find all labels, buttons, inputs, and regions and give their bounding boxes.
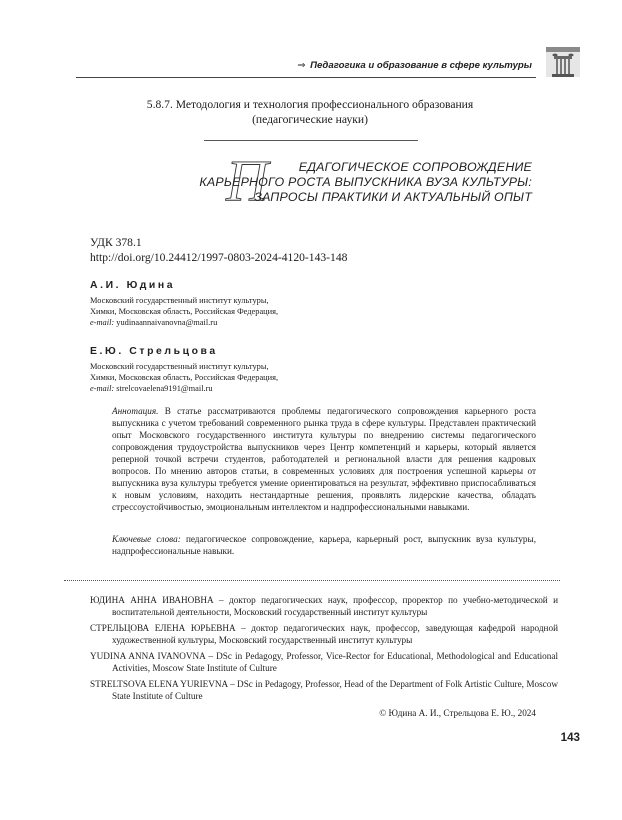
affiliation-line: Московский государственный институт культуры, bbox=[90, 296, 269, 305]
running-head bbox=[240, 60, 532, 71]
drop-cap-letter: П bbox=[226, 150, 268, 206]
column-capital-icon bbox=[546, 47, 580, 77]
author-affiliation bbox=[90, 295, 330, 328]
title-line-2: КАРЬЕРНОГО РОСТА ВЫПУСКНИКА ВУЗА КУЛЬТУРЫ: bbox=[199, 175, 532, 189]
title-divider bbox=[204, 140, 418, 141]
title-line-1: ЕДАГОГИЧЕСКОЕ СОПРОВОЖДЕНИЕ bbox=[298, 160, 532, 174]
author-bio: ЮДИНА АННА ИВАНОВНА – доктор педагогических наук, профессор, проректор по учебно-методической и воспитательной деятельности, Московский государственный институт культуры bbox=[90, 595, 558, 617]
page-number: 143 bbox=[560, 731, 580, 744]
specialty-code bbox=[100, 97, 520, 127]
email-label: e-mail: bbox=[90, 384, 115, 393]
author-bio: СТРЕЛЬЦОВА ЕЛЕНА ЮРЬЕВНА – доктор педагогических наук, профессор, заведующая кафедрой народной художественной культуры, Московский государственный институт культуры bbox=[90, 623, 558, 645]
email-label: e-mail: bbox=[90, 318, 115, 327]
abstract-label: Аннотация. bbox=[112, 406, 159, 416]
author-email[interactable]: yudinaannaivanovna@mail.ru bbox=[116, 318, 218, 327]
author-bio: STRELTSOVA ELENA YURIEVNA – DSc in Pedagogy, Professor, Head of the Department of Folk Artistic Culture, Moscow State Institute of Culture bbox=[90, 679, 558, 701]
affiliation-line: Химки, Московская область, Российская Федерация, bbox=[90, 307, 279, 316]
arrow-icon: ⇒ bbox=[297, 60, 306, 71]
udc-code: УДК 378.1 bbox=[90, 236, 142, 249]
doi-link[interactable]: http://doi.org/10.24412/1997-0803-2024-4120-143-148 bbox=[90, 251, 348, 264]
author-bio: YUDINA ANNA IVANOVNA – DSc in Pedagogy, Professor, Vice-Rector for Educational, Methodological and Educational Activities, Moscow State Institute of Culture bbox=[90, 651, 558, 673]
author-affiliation bbox=[90, 361, 330, 394]
keywords bbox=[112, 533, 536, 557]
article-title bbox=[120, 160, 532, 205]
keywords-label: Ключевые слова: bbox=[112, 534, 181, 544]
copyright: © Юдина А. И., Стрельцова Е. Ю., 2024 bbox=[379, 708, 536, 718]
abstract bbox=[112, 405, 536, 513]
keywords-text: педагогическое сопровождение, карьера, карьерный рост, выпускник вуза культуры, надпрофессиональные навыки. bbox=[112, 534, 536, 556]
affiliation-line: Химки, Московская область, Российская Федерация, bbox=[90, 373, 279, 382]
section-title: Педагогика и образование в сфере культуры bbox=[310, 60, 532, 71]
author-email-row bbox=[90, 317, 330, 328]
header-rule bbox=[76, 77, 536, 78]
specialty-line-2: (педагогические науки) bbox=[252, 113, 368, 126]
author-name: Е.Ю. Стрельцова bbox=[90, 346, 218, 357]
author-email[interactable]: strelcovaelena9191@mail.ru bbox=[116, 384, 213, 393]
specialty-line-1: 5.8.7. Методология и технология профессионального образования bbox=[146, 98, 474, 111]
footer-divider bbox=[64, 580, 560, 581]
abstract-text: В статье рассматриваются проблемы педагогического сопровождения карьерного роста выпускника с учетом требований современного рынка труда в сфере культуры. Представлен практический опыт Московского государственного института культуры по внедрению системы педагогического сопровождения трудоустройства выпускников через Центр компетенций и карьеры, который является реперной точкой встречи студентов, работодателей и региональной власти для решения кадровых вопросов. По мнению авторов статьи, в современных условиях для построения успешной карьеры от выпускника вуза культуры требуется умение ориентироваться на результат, эффективно приспосабливаться к новым условиям, находить нестандартные решения, проявлять лидерские качества, обладать стрессоустойчивостью, эмоциональным интеллектом и надпрофессиональными навыками. bbox=[112, 406, 536, 512]
title-line-3: ЗАПРОСЫ ПРАКТИКИ И АКТУАЛЬНЫЙ ОПЫТ bbox=[254, 190, 532, 204]
affiliation-line: Московский государственный институт культуры, bbox=[90, 362, 269, 371]
author-name: А.И. Юдина bbox=[90, 280, 176, 291]
author-email-row bbox=[90, 383, 330, 394]
